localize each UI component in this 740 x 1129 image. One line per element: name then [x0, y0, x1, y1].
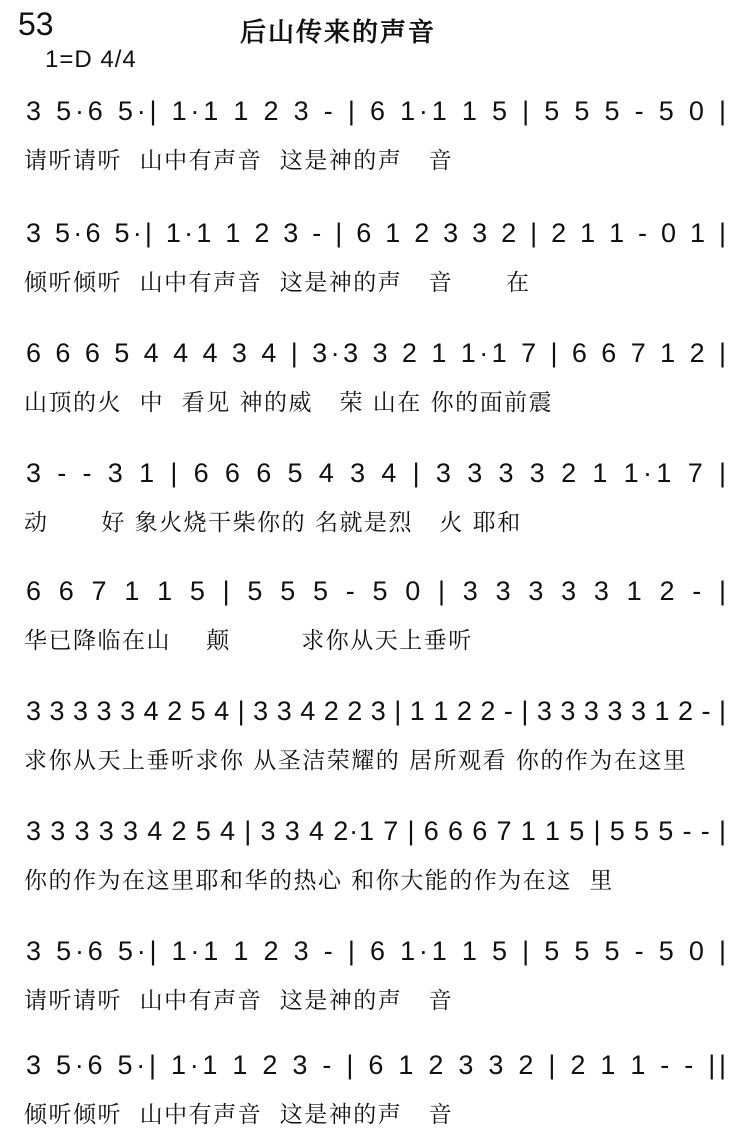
- key-signature: 1=D 4/4: [45, 46, 137, 73]
- lyrics-line: 华已降临在山 颠 求你从天上垂听: [24, 628, 473, 654]
- lyrics-line: 动 好 象火烧干柴你的 名就是烈 火 耶和: [24, 510, 522, 536]
- notation-text: 6 6 7 1 1 5 | 5 5 5 - 5 0 | 3 3 3 3 3 1 2 - |: [26, 576, 726, 606]
- score-row: [0, 568, 740, 688]
- score-row: [0, 210, 740, 330]
- lyrics-line: 你的作为在这里耶和华的热心 和你大能的作为在这 里: [24, 868, 614, 894]
- score-row: [0, 88, 740, 208]
- score-row: [0, 1042, 740, 1127]
- lyrics-line: 请听请听 山中有声音 这是神的声 音: [24, 148, 454, 174]
- song-title: 后山传来的声音: [240, 18, 437, 48]
- score-row: [0, 808, 740, 928]
- notation-text: 3 5·6 5·| 1·1 1 2 3 - | 6 1·1 1 5 | 5 5 5 - 5 0 |: [26, 96, 726, 126]
- notation-text: 6 6 6 5 4 4 4 3 4 | 3·3 3 2 1 1·1 7 | 6 6 7 1 2 |: [26, 338, 726, 368]
- notation-text: 3 - - 3 1 | 6 6 6 5 4 3 4 | 3 3 3 3 2 1 1·1 7 |: [26, 458, 726, 488]
- score-row: [0, 450, 740, 570]
- lyrics-line: 倾听倾听 山中有声音 这是神的声 音 在: [24, 270, 531, 296]
- notation-text: 3 5·6 5·| 1·1 1 2 3 - | 6 1·1 1 5 | 5 5 5 - 5 0 |: [26, 936, 726, 966]
- score-row: [0, 928, 740, 1048]
- notation-text: 3 3 3 3 3 4 2 5 4 | 3 3 4 2·1 7 | 6 6 6 7 1 1 5 | 5 5 5 - - |: [26, 816, 726, 846]
- score-row: [0, 688, 740, 808]
- lyrics-line: 倾听倾听 山中有声音 这是神的声 音: [24, 1102, 454, 1128]
- lyrics-line: 山顶的火 中 看见 神的威 荣 山在 你的面前震: [24, 390, 554, 416]
- page-number: 53: [18, 6, 54, 42]
- notation-text: 3 5·6 5·| 1·1 1 2 3 - | 6 1 2 3 3 2 | 2 1 1 - 0 1 |: [26, 218, 726, 248]
- lyrics-line: 请听请听 山中有声音 这是神的声 音: [24, 988, 454, 1014]
- lyrics-line: 求你从天上垂听求你 从圣洁荣耀的 居所观看 你的作为在这里: [24, 748, 688, 774]
- notation-text: 3 5·6 5·| 1·1 1 2 3 - | 6 1 2 3 3 2 | 2 1 1 - - ||: [26, 1050, 726, 1080]
- score-row: [0, 330, 740, 450]
- notation-text: 3 3 3 3 3 4 2 5 4 | 3 3 4 2 2 3 | 1 1 2 2 - | 3 3 3 3 3 1 2 - |: [26, 696, 726, 726]
